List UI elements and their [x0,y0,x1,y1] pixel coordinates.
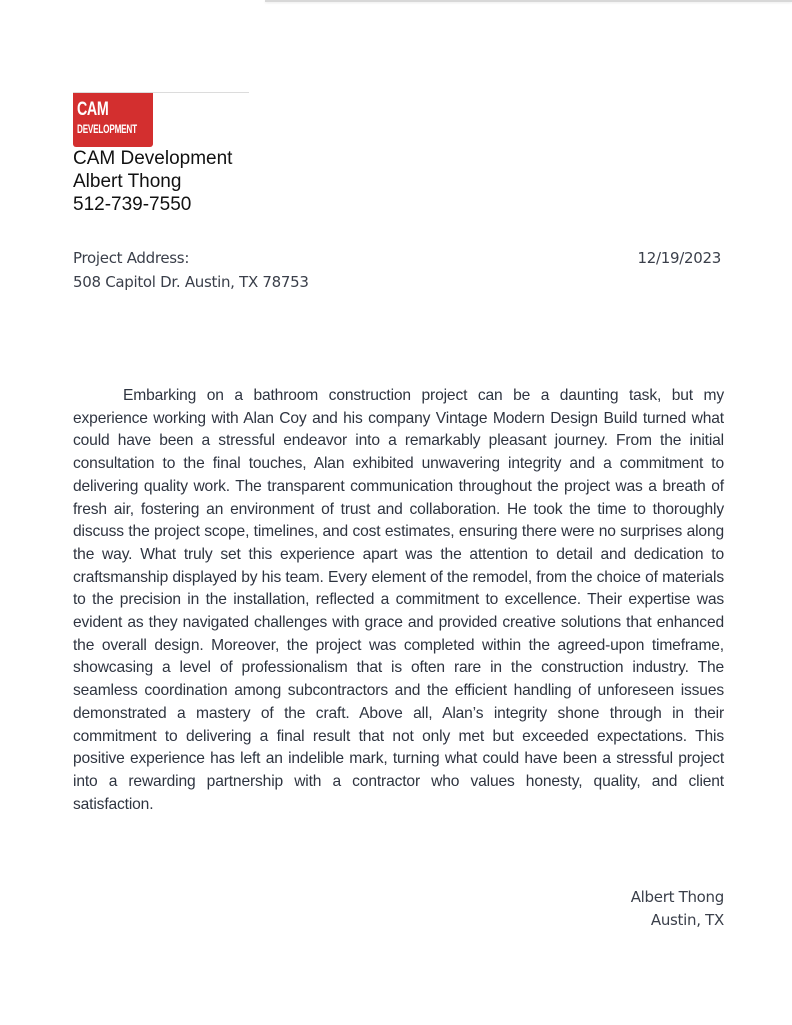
project-address: 508 Capitol Dr. Austin, TX 78753 [73,273,309,291]
signature-location: Austin, TX [650,911,724,929]
logo-text-development: DEVELOPMENT [77,122,137,136]
signature-name: Albert Thong [630,888,724,906]
project-address-block [73,246,309,294]
company-logo [73,93,153,147]
page-top-edge [265,0,792,2]
sender-info [73,147,232,216]
signature-block [631,886,724,932]
letter-date: 12/19/2023 [637,249,721,267]
sender-phone: 512-739-7550 [73,194,192,215]
sender-company: CAM Development [73,148,233,169]
sender-name: Albert Thong [73,171,182,192]
letter-body: Embarking on a bathroom construction project can be a daunting task, but my experience working with Alan Coy and his company Vintage Modern Design Build turned what could have been a stressful endeavor into a remarkably pleasant journey. From the initial consultation to the final touches, Alan exhibited unwavering integrity and a commitment to delivering quality work. The transparent communication throughout the project was a breath of fresh air, fostering an environment of trust and collaboration. He took the time to thoroughly discuss the project scope, timelines, and cost estimates, ensuring there were no surprises along the way. What truly set this experience apart was the attention to detail and dedication to craftsmanship displayed by his team. Every element of the remodel, from the choice of materials to the precision in the installation, reflected a commitment to excellence. Their expertise was evident as they navigated challenges with grace and provided creative solutions that enhanced the overall design. Moreover, the project was completed within the agreed-upon timeframe, showcasing a level of professionalism that is often rare in the construction industry. The seamless coordination among subcontractors and the efficient handling of unforeseen issues demonstrated a mastery of the craft. Above all, Alan’s integrity shone through in their commitment to delivering a final result that not only met but exceeded expectations. This positive experience has left an indelible mark, turning what could have been a stressful project into a rewarding partnership with a contractor who values honesty, quality, and client satisfaction. [73,387,724,813]
project-address-label: Project Address: [73,249,190,267]
logo-text-cam: CAM [77,99,109,120]
